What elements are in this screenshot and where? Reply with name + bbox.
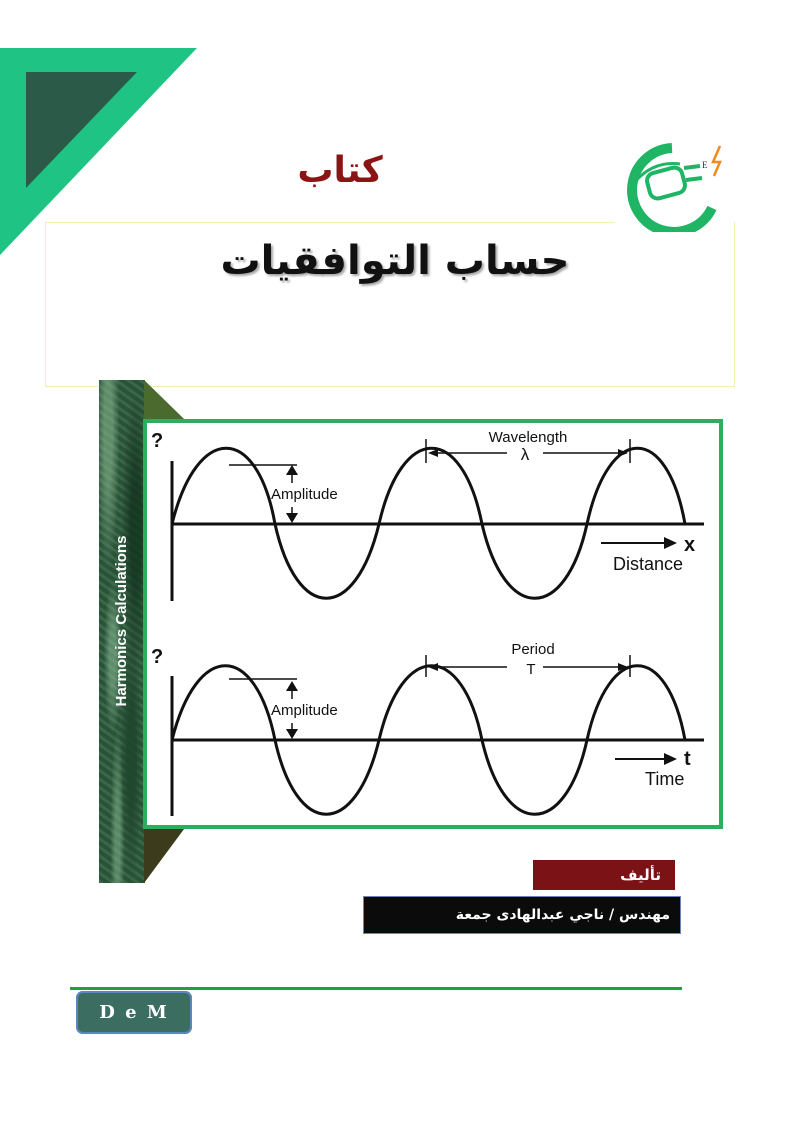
bottom-question-mark: ? bbox=[151, 646, 164, 668]
period-label: Period bbox=[511, 641, 555, 658]
book-label: كتاب bbox=[297, 150, 383, 191]
wave-figure bbox=[147, 423, 719, 825]
x-axis-variable: x bbox=[684, 534, 696, 556]
distance-label: Distance bbox=[613, 554, 684, 574]
author-name: مهندس / ناجي عبدالهادى جمعة bbox=[363, 896, 681, 934]
top-wave-diagram bbox=[151, 429, 704, 601]
top-amplitude-label: Amplitude bbox=[271, 486, 338, 503]
corner-triangle-decoration bbox=[0, 0, 200, 260]
footer-divider bbox=[70, 987, 682, 990]
plug-logo-icon bbox=[620, 140, 735, 232]
bottom-wave-diagram bbox=[151, 641, 704, 816]
lambda-symbol: λ bbox=[520, 445, 530, 464]
spine-title: Harmonics Calculations bbox=[113, 535, 130, 707]
top-question-mark: ? bbox=[151, 430, 164, 452]
author-label: تأليف bbox=[533, 860, 675, 890]
svg-text:E: E bbox=[702, 160, 708, 170]
time-label: Time bbox=[645, 769, 685, 789]
dem-badge: D e M bbox=[76, 991, 192, 1034]
bottom-amplitude-label: Amplitude bbox=[271, 702, 338, 719]
period-symbol: T bbox=[526, 661, 536, 678]
wavelength-label: Wavelength bbox=[488, 429, 568, 446]
book-title: حساب التوافقيات bbox=[220, 238, 570, 284]
t-axis-variable: t bbox=[684, 748, 691, 770]
